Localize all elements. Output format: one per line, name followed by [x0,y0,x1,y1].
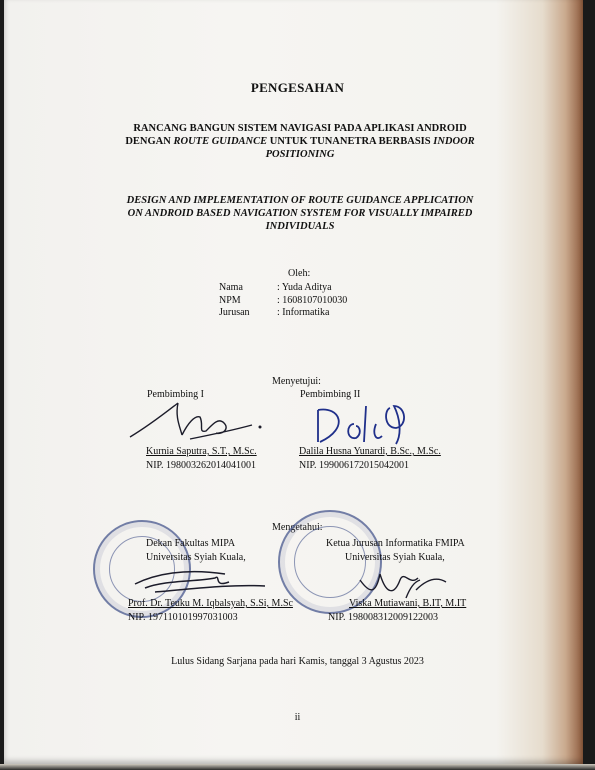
jurusan-label: Jurusan [219,307,250,318]
nama-label: Nama [219,282,243,293]
pembimbing2-role: Pembimbing II [300,389,361,400]
english-title-line3: INDIVIDUALS [265,221,335,232]
dekan-name: Prof. Dr. Teuku M. Iqbalsyah, S.Si, M.Sc [128,598,293,609]
pembimbing2-nip: NIP. 199006172015042001 [299,460,410,471]
pembimbing1-name: Kurnia Saputra, S.T., M.Sc. [146,446,257,457]
indonesian-title-line1: RANCANG BANGUN SISTEM NAVIGASI PADA APLIKASI ANDROID [133,123,467,134]
kajur-nip: NIP. 198008312009122003 [328,612,439,623]
dekan-nip: NIP. 197110101997031003 [128,612,238,623]
title-text: UNTUK TUNANETRA BERBASIS [267,136,434,147]
pembimbing1-role: Pembimbing I [147,389,204,400]
mengetahui-label: Mengetahui: [272,522,323,533]
author-info [219,282,347,320]
dekan-role-line1: Dekan Fakultas MIPA [146,538,236,549]
dekan-role-line2: Universitas Syiah Kuala, [146,552,246,563]
pembimbing1-nip: NIP. 198003262014041001 [146,460,257,471]
title-italic-text: INDOOR [433,136,475,147]
nama-row [219,282,347,295]
npm-value: : 1608107010030 [277,294,348,306]
indonesian-title [90,122,510,161]
english-title-line2: ON ANDROID BASED NAVIGATION SYSTEM FOR VISUALLY IMPAIRED [127,208,473,219]
page-bottom-edge [0,764,595,770]
english-title [90,194,510,233]
nama-value: : Yuda Aditya [277,282,332,293]
indonesian-title-line3: POSITIONING [265,149,335,160]
kajur-role-line2: Universitas Syiah Kuala, [345,552,445,563]
dekan-signature [125,560,275,600]
page-number: ii [294,712,301,723]
page-title: PENGESAHAN [250,80,345,95]
jurusan-value: : Informatika [277,307,330,318]
kajur-name: Viska Mutiawani, B.IT, M.IT [349,598,467,609]
graduation-statement: Lulus Sidang Sarjana pada hari Kamis, tanggal 3 Agustus 2023 [171,656,424,667]
pembimbing2-name: Dalila Husna Yunardi, B.Sc., M.Sc. [299,446,441,457]
menyetujui-label: Menyetujui: [272,376,321,387]
jurusan-row [219,307,347,320]
english-title-line1: DESIGN AND IMPLEMENTATION OF ROUTE GUIDANCE APPLICATION [126,195,474,206]
kajur-role-line1: Ketua Jurusan Informatika FMIPA [326,538,465,549]
oleh-label: Oleh: [288,268,311,279]
indonesian-title-line2 [90,135,510,148]
title-text: DENGAN [125,136,174,147]
title-italic-text: ROUTE GUIDANCE [173,136,268,147]
npm-row [219,295,347,308]
npm-label: NPM [219,294,241,306]
pembimbing2-signature [310,398,420,450]
